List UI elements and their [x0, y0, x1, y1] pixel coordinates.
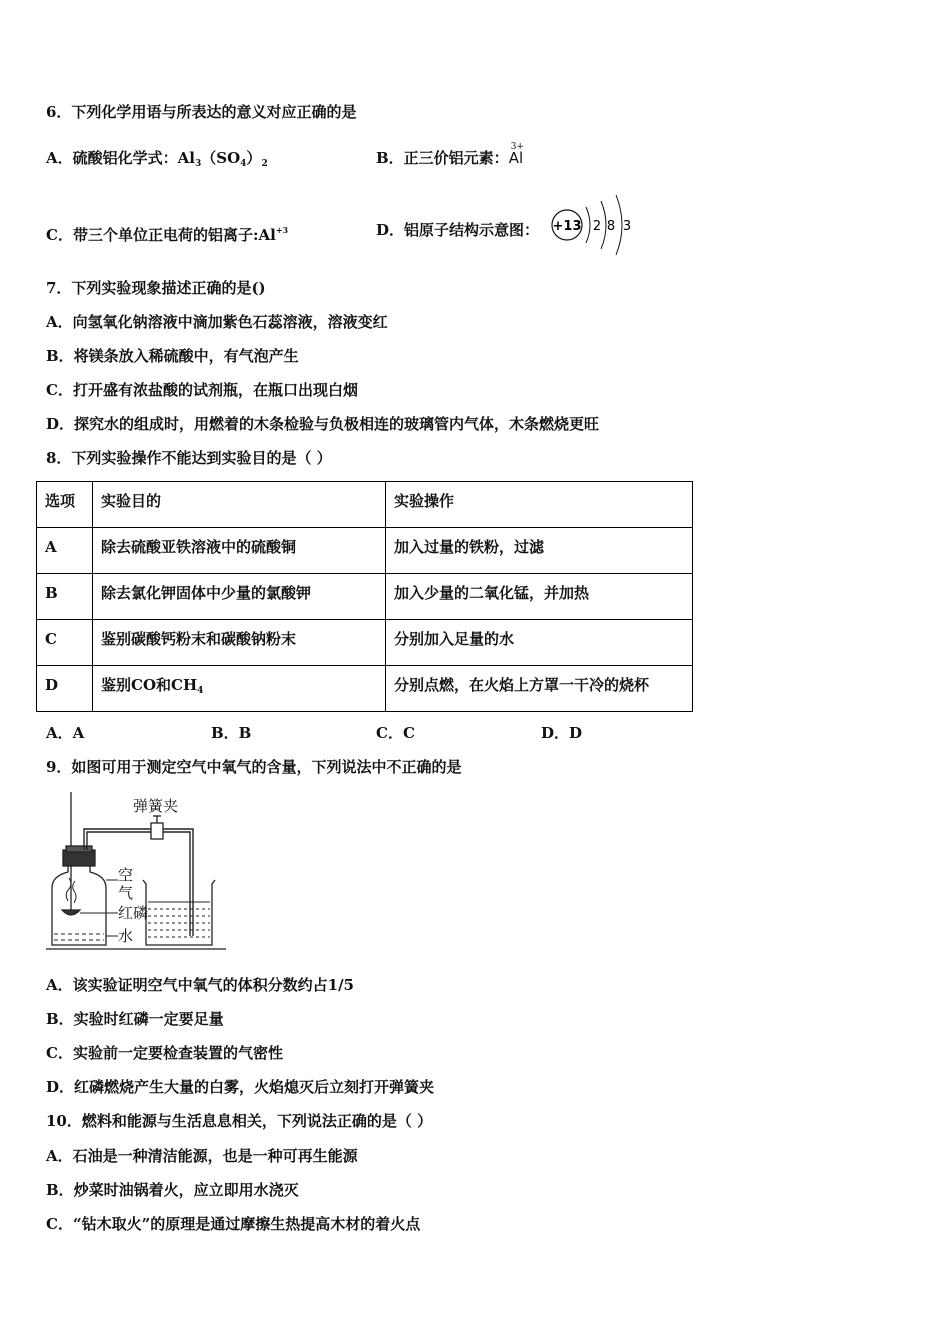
q6-c-charge: +3 — [275, 225, 289, 235]
q8-table — [36, 481, 693, 712]
q6-a-f1: Al — [177, 149, 195, 167]
q8-choice-a[interactable]: A．A — [46, 724, 85, 742]
jar — [52, 866, 106, 945]
q7-option-d[interactable]: D．探究水的组成时，用燃着的木条检验与负极相连的玻璃管内气体，木条燃烧更旺 — [46, 415, 600, 433]
q7-stem: 7．下列实验现象描述正确的是() — [46, 279, 266, 297]
table-row — [37, 666, 693, 712]
q6-option-a[interactable] — [46, 148, 268, 174]
shell-electrons-2: 8 — [606, 219, 616, 234]
q6-a-f3: ） — [246, 149, 262, 167]
header-option: 选项 — [37, 482, 93, 528]
shell-arc-2 — [601, 201, 606, 249]
q7-option-c[interactable]: C．打开盛有浓盐酸的试剂瓶，在瓶口出现白烟 — [46, 381, 358, 399]
row-a-purpose: 除去硫酸亚铁溶液中的硫酸铜 — [93, 528, 386, 574]
row-d-option: D — [37, 666, 93, 712]
row-d-purpose-text: 鉴别CO和CH — [101, 676, 198, 694]
label-water: 水 — [118, 927, 134, 945]
q6-d-label: D．铝原子结构示意图： — [376, 221, 540, 239]
q10-option-c[interactable]: C．“钻木取火”的原理是通过摩擦生热提高木材的着火点 — [46, 1215, 421, 1233]
q6-b-symbol: Al — [508, 149, 524, 167]
aluminum-atom-diagram — [548, 188, 638, 262]
table-row — [37, 620, 693, 666]
q9-option-c[interactable]: C．实验前一定要检查装置的气密性 — [46, 1044, 283, 1062]
oxygen-apparatus-figure — [40, 788, 240, 958]
shell-electrons-1: 2 — [592, 219, 602, 234]
q8-choice-b[interactable]: B．B — [211, 724, 252, 742]
table-row — [37, 574, 693, 620]
row-d-operation: 分别点燃，在火焰上方罩一干冷的烧杯 — [386, 666, 693, 712]
q6-a-f2: （SO — [201, 149, 241, 167]
q8-choice-d[interactable]: D．D — [541, 724, 583, 742]
q6-b-charge: 3+ — [510, 142, 524, 152]
table-row — [37, 528, 693, 574]
row-c-operation: 分别加入足量的水 — [386, 620, 693, 666]
q7-option-b[interactable]: B．将镁条放入稀硫酸中，有气泡产生 — [46, 347, 299, 365]
spoon — [62, 910, 80, 915]
label-air-1: 空 — [118, 866, 134, 884]
row-b-operation: 加入少量的二氧化锰，并加热 — [386, 574, 693, 620]
row-d-purpose — [93, 666, 386, 712]
table-header-row — [37, 482, 693, 528]
row-a-operation: 加入过量的铁粉，过滤 — [386, 528, 693, 574]
nucleus-charge: +13 — [552, 219, 582, 234]
row-b-purpose: 除去氯化钾固体中少量的氯酸钾 — [93, 574, 386, 620]
q6-a-label: A．硫酸铝化学式： — [46, 149, 178, 167]
q6-option-b[interactable] — [376, 142, 524, 168]
q10-option-b[interactable]: B．炒菜时油锅着火，应立即用水浇灭 — [46, 1181, 299, 1199]
q6-a-s2: 4 — [240, 159, 247, 169]
q7-option-a[interactable]: A．向氢氧化钠溶液中滴加紫色石蕊溶液，溶液变红 — [46, 313, 388, 331]
label-phosphorus: 红磷 — [118, 904, 149, 922]
header-operation: 实验操作 — [386, 482, 693, 528]
shell-electrons-3: 3 — [622, 219, 632, 234]
row-b-option: B — [37, 574, 93, 620]
shell-arc-1 — [586, 207, 590, 243]
q9-stem: 9．如图可用于测定空气中氧气的含量，下列说法中不正确的是 — [46, 758, 462, 776]
q6-a-s1: 3 — [194, 159, 202, 169]
q9-option-b[interactable]: B．实验时红磷一定要足量 — [46, 1010, 224, 1028]
shell-arc-3 — [616, 195, 622, 255]
q8-stem: 8．下列实验操作不能达到实验目的是（ ） — [46, 449, 332, 467]
q9-option-d[interactable]: D．红磷燃烧产生大量的白雾，火焰熄灭后立刻打开弹簧夹 — [46, 1078, 435, 1096]
q6-option-d[interactable] — [376, 220, 539, 240]
q6-c-label: C．带三个单位正电荷的铝离子:Al — [46, 226, 276, 244]
row-a-option: A — [37, 528, 93, 574]
q6-b-label: B．正三价铝元素： — [376, 149, 509, 167]
q9-option-a[interactable]: A．该实验证明空气中氧气的体积分数约占1/5 — [46, 976, 354, 994]
q6-stem: 6．下列化学用语与所表达的意义对应正确的是 — [46, 103, 357, 121]
q6-a-s3: 2 — [261, 159, 268, 169]
row-d-sub: 4 — [197, 686, 204, 696]
label-air-2: 气 — [118, 884, 134, 902]
row-c-option: C — [37, 620, 93, 666]
stopper-top — [66, 846, 92, 852]
row-c-purpose: 鉴别碳酸钙粉末和碳酸钠粉末 — [93, 620, 386, 666]
label-clamp: 弹簧夹 — [133, 797, 179, 815]
q10-stem: 10．燃料和能源与生活息息相关，下列说法正确的是（ ） — [46, 1112, 433, 1130]
header-purpose: 实验目的 — [93, 482, 386, 528]
beaker — [143, 880, 215, 945]
q10-option-a[interactable]: A．石油是一种清洁能源，也是一种可再生能源 — [46, 1147, 358, 1165]
q6-option-c[interactable] — [46, 220, 288, 245]
q8-choice-c[interactable]: C．C — [376, 724, 415, 742]
spring-clamp — [151, 823, 163, 839]
